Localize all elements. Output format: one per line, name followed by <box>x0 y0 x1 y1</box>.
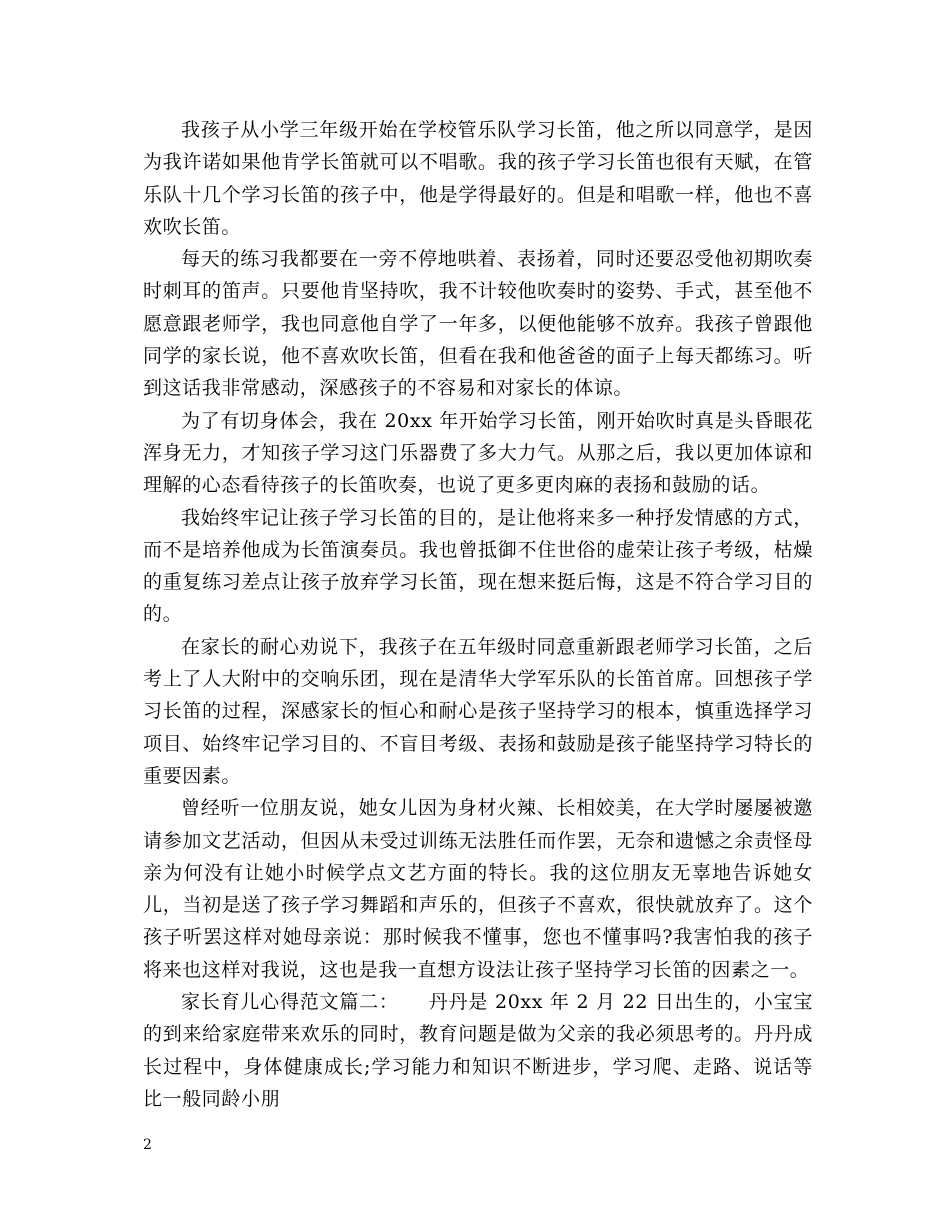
paragraph-1: 我孩子从小学三年级开始在学校管乐队学习长笛，他之所以同意学，是因为我许诺如果他肯学长笛就可以不唱歌。我的孩子学习长笛也很有天赋，在管乐队十几个学习长笛的孩子中，他是学得最好的。但是和唱歌一样，他也不喜欢吹长笛。 <box>143 119 813 238</box>
paragraph-2: 每天的练习我都要在一旁不停地哄着、表扬着，同时还要忍受他初期吹奏时刺耳的笛声。只要他肯坚持吹，我不计较他吹奏时的姿势、手式，甚至他不愿意跟老师学，我也同意他自学了一年多，以便他能够不放弃。我孩子曾跟他同学的家长说，他不喜欢吹长笛，但看在我和他爸爸的面子上每天都练习。听到这话我非常感动，深感孩子的不容易和对家长的体谅。 <box>143 248 813 400</box>
paragraph-3: 为了有切身体会，我在 20xx 年开始学习长笛，刚开始吹时真是头昏眼花浑身无力，才知孩子学习这门乐器费了多大力气。从那之后，我以更加体谅和理解的心态看待孩子的长笛吹奏，也说了更多更肉麻的表扬和鼓励的话。 <box>143 409 813 497</box>
paragraph-6: 曾经听一位朋友说，她女儿因为身材火辣、长相姣美，在大学时屡屡被邀请参加文艺活动，但因从未受过训练无法胜任而作罢，无奈和遗憾之余责怪母亲为何没有让她小时候学点文艺方面的特长。我的这位朋友无辜地告诉她女儿，当初是送了孩子学习舞蹈和声乐的，但孩子不喜欢，很快就放弃了。这个孩子听罢这样对她母亲说：那时候我不懂事，您也不懂事吗?我害怕我的孩子将来也这样对我说，这也是我一直想方设法让孩子坚持学习长笛的因素之一。 <box>143 797 813 981</box>
paragraph-4: 我始终牢记让孩子学习长笛的目的，是让他将来多一种抒发情感的方式，而不是培养他成为长笛演奏员。我也曾抵御不住世俗的虚荣让孩子考级，枯燥的重复练习差点让孩子放弃学习长笛，现在想来挺后悔，这是不符合学习目的的。 <box>143 506 813 626</box>
paragraph-7: 家长育儿心得范文篇二： 丹丹是 20xx 年 2 月 22 日出生的，小宝宝的到来给家庭带来欢乐的同时，教育问题是做为父亲的我必须思考的。丹丹成长过程中，身体健康成长;学习能力和知识不断进步，学习爬、走路、说话等比一般同龄小朋 <box>143 991 813 1110</box>
paragraph-5: 在家长的耐心劝说下，我孩子在五年级时同意重新跟老师学习长笛，之后考上了人大附中的交响乐团，现在是清华大学军乐队的长笛首席。回想孩子学习长笛的过程，深感家长的恒心和耐心是孩子坚持学习的根本，慎重选择学习项目、始终牢记学习目的、不盲目考级、表扬和鼓励是孩子能坚持学习特长的重要因素。 <box>143 635 813 787</box>
document-body <box>143 114 813 1115</box>
page-number: 2 <box>143 1137 152 1153</box>
